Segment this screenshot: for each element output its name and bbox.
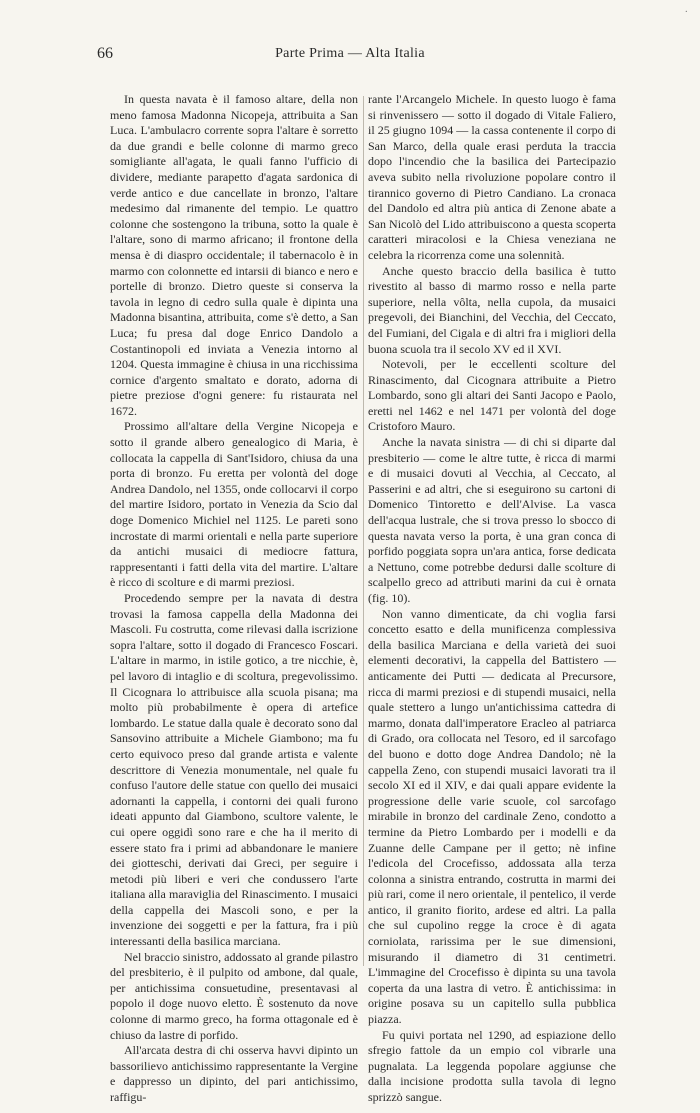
text-body xyxy=(110,92,616,1106)
paragraph: Notevoli, per le eccellenti scolture del Rinascimento, dal Cicognara attribuite a Pietro Lombardo, sono gli altari dei Santi Jacopo e Paolo, eretti nel 1462 e nel 1471 per volontà del doge Cristoforo Mauro. xyxy=(368,357,616,434)
page-number: 66 xyxy=(97,45,113,62)
paragraph: In questa navata è il famoso altare, della non meno famosa Madonna Nicopeja, attribuita a San Luca. L'ambulacro corrente sopra l'altare è sorretto da due grandi e belle colonne di marmo greco somigliante all'agata, le quali fanno l'ufficio di dividere, mediante parapetto d'agata sardonica di verde antico e due cancellate in bronzo, l'altare medesimo dal rimanente del tempio. Le quattro colonne che sostengono la tribuna, sotto la quale è l'altare, sono di marmo africano; il frontone della mensa è di diaspro occidentale; il tabernacolo è in marmo con colonnette ed intarsii di bianco e nero e portelle di bronzo. Dietro queste si conserva la tavola in legno di cedro sulla quale è dipinta una Madonna bisantina, attribuita, come s'è detto, a San Luca; fu presa dal doge Enrico Dandolo a Costantinopoli ed inviata a Venezia intorno al 1204. Questa immagine è chiusa in una ricchissima cornice d'argento smaltato e dorato, adorna di pietre preziose d'ogni genere: fu ristaurata nel 1672. xyxy=(110,92,358,418)
left-column xyxy=(110,92,358,1106)
paragraph: rante l'Arcangelo Michele. In questo luogo è fama si rinvenissero — sotto il dogado di Vitale Faliero, il 25 giugno 1094 — la cassa contenente il corpo di San Marco, della quale erasi perduta la traccia dopo l'incendio che la basilica dei Partecipazio aveva subito nella rivoluzione popolare contro il tirannico governo di Pietro Candiano. La cronaca del Dandolo ed altra più antica di Zenone abate a San Nicolò del Lido attribuiscono a questa scoperta caratteri miracolosi e la Chiesa veneziana ne celebra la ricorrenza come una solennità. xyxy=(368,92,616,262)
paragraph: Procedendo sempre per la navata di destra trovasi la famosa cappella della Madonna dei Mascoli. Fu costrutta, come rilevasi dalla iscrizione sopra l'altare, sotto il dogado di Francesco Foscari. L'altare in marmo, in istile gotico, a tre nicchie, è, pel lavoro di intaglio e di scoltura, pregevolissimo. Il Cicognara lo attribuisce alla scuola pisana; ma molto più probabilmente è opera di artefice lombardo. Le statue dalla quale è decorato sono dal Sansovino attribuite a Michele Giambono; ma fu certo equivoco preso dal grande artista e valente descrittore di Venezia monumentale, nel quale fu confuso l'autore delle statue con quello dei musaici adornanti la cappella, i contorni dei quali furono ideati appunto dal Giambono, scultore valente, le cui opere oggidì sono rare e che ha il merito di essere stato fra i primi ad abbandonare le maniere dei giotteschi, derivati dai Greci, per seguire i metodi più liberi e veri che condussero l'arte italiana alla maraviglia del Rinascimento. I musaici della cappella dei Mascoli sono, e per la invenzione dei soggetti e per la fattura, fra i più interessanti della basilica marciana. xyxy=(110,591,358,949)
paragraph: Nel braccio sinistro, addossato al grande pilastro del presbiterio, è il pulpito od ambone, dal quale, per antichissima consuetudine, presentavasi al popolo il doge nuovo eletto. È sostenuto da nove colonne di marmo greco, ha forma ottagonale ed è chiuso da lastre di porfido. xyxy=(110,949,358,1042)
right-column xyxy=(368,92,616,1106)
running-title: Parte Prima — Alta Italia xyxy=(275,46,425,61)
paragraph: Anche questo braccio della basilica è tutto rivestito al basso di marmo rosso e nella parte superiore, nella vôlta, nella cupola, da musaici pregevoli, dei Bianchini, del Vecchia, del Ceccato, del Fumiani, del Cigala e di altri fra i migliori della buona scuola tra il secolo XV ed il XVI. xyxy=(368,263,616,356)
paragraph: Fu quivi portata nel 1290, ad espiazione dello sfregio fattole da un empio col vibrarle una pugnalata. La leggenda popolare aggiunse che dalla incisione prodotta sulla tavola di legno sprizzò sangue. xyxy=(368,1027,616,1104)
paragraph: Anche la navata sinistra — di chi si diparte dal presbiterio — come le altre tutte, è ricca di marmi e di musaici dovuti al Vecchia, al Ceccato, al Passerini e ad altri, che si eseguirono su cartoni di Domenico Tintoretto e dell'Alvise. La vasca dell'acqua lustrale, che si trova presso lo sbocco di questa navata verso la porta, è una gran conca di porfido poggiata sopra un'ara antica, forse dedicata a Nettuno, come potrebbe dedursi dalle scolture di scalpello greco ad attributi marini da cui è ornata (fig. 10). xyxy=(368,435,616,605)
paragraph: Prossimo all'altare della Vergine Nicopeja e sotto il grande albero genealogico di Maria, è collocata la cappella di Sant'Isidoro, chiusa da una porta di bronzo. Fu eretta per volontà del doge Andrea Dandolo, nel 1355, onde collocarvi il corpo del martire Isidoro, portato in Venezia da Scio dal doge Domenico Michiel nel 1125. Le pareti sono incrostate di marmi orientali e nella parte superiore da antichi musaici di mediocre fattura, rappresentanti i fatti della vita del martire. L'altare è ricco di scolture e di marmi preziosi. xyxy=(110,419,358,590)
paragraph: All'arcata destra di chi osserva havvi dipinto un bassorilievo antichissimo rappresentante la Vergine e dappresso un dipinto, del pari antichissimo, raffigu- xyxy=(110,1043,358,1104)
margin-dot: · xyxy=(684,7,688,18)
paragraph: Non vanno dimenticate, da chi voglia farsi concetto esatto e della munificenza complessiva della basilica Marciana e della varietà dei suoi elementi decorativi, la cappella del Battistero — anticamente dei Putti — dedicata al Precursore, ricca di marmi preziosi e di stupendi musaici, nella quale stettero a lungo un'antichissima cattedra di marmo, donata dall'imperatore Eracleo al patriarca di Grado, ora collocata nel Tesoro, ed il sarcofago del buono e dotto doge Andrea Dandolo; nè la cappella Zeno, con stupendi musaici lavorati tra il secolo XI ed il XIV, e dai quali appare evidente la progressione delle varie scuole, col sarcofago mirabile in bronzo del cardinale Zeno, condotto a termine da Pietro Lombardo per i modelli e da Zuanne delle Campane per il getto; nè infine l'edicola del Crocefisso, addossata alla terza colonna a sinistra entrando, costrutta in marmi dei più rari, come il nero orientale, il pentelico, il verde antico, il granito fiorito, ardese ed altri. La palla che sul cupolino regge la croce è di agata corniolata, rarissima per le sue dimensioni, misurando il diametro di 31 centimetri. L'immagine del Crocefisso è dipinta su una tavola coperta da una lastra di vetro. È antichissima: in origine posava su un capitello sulla pubblica piazza. xyxy=(368,606,616,1027)
